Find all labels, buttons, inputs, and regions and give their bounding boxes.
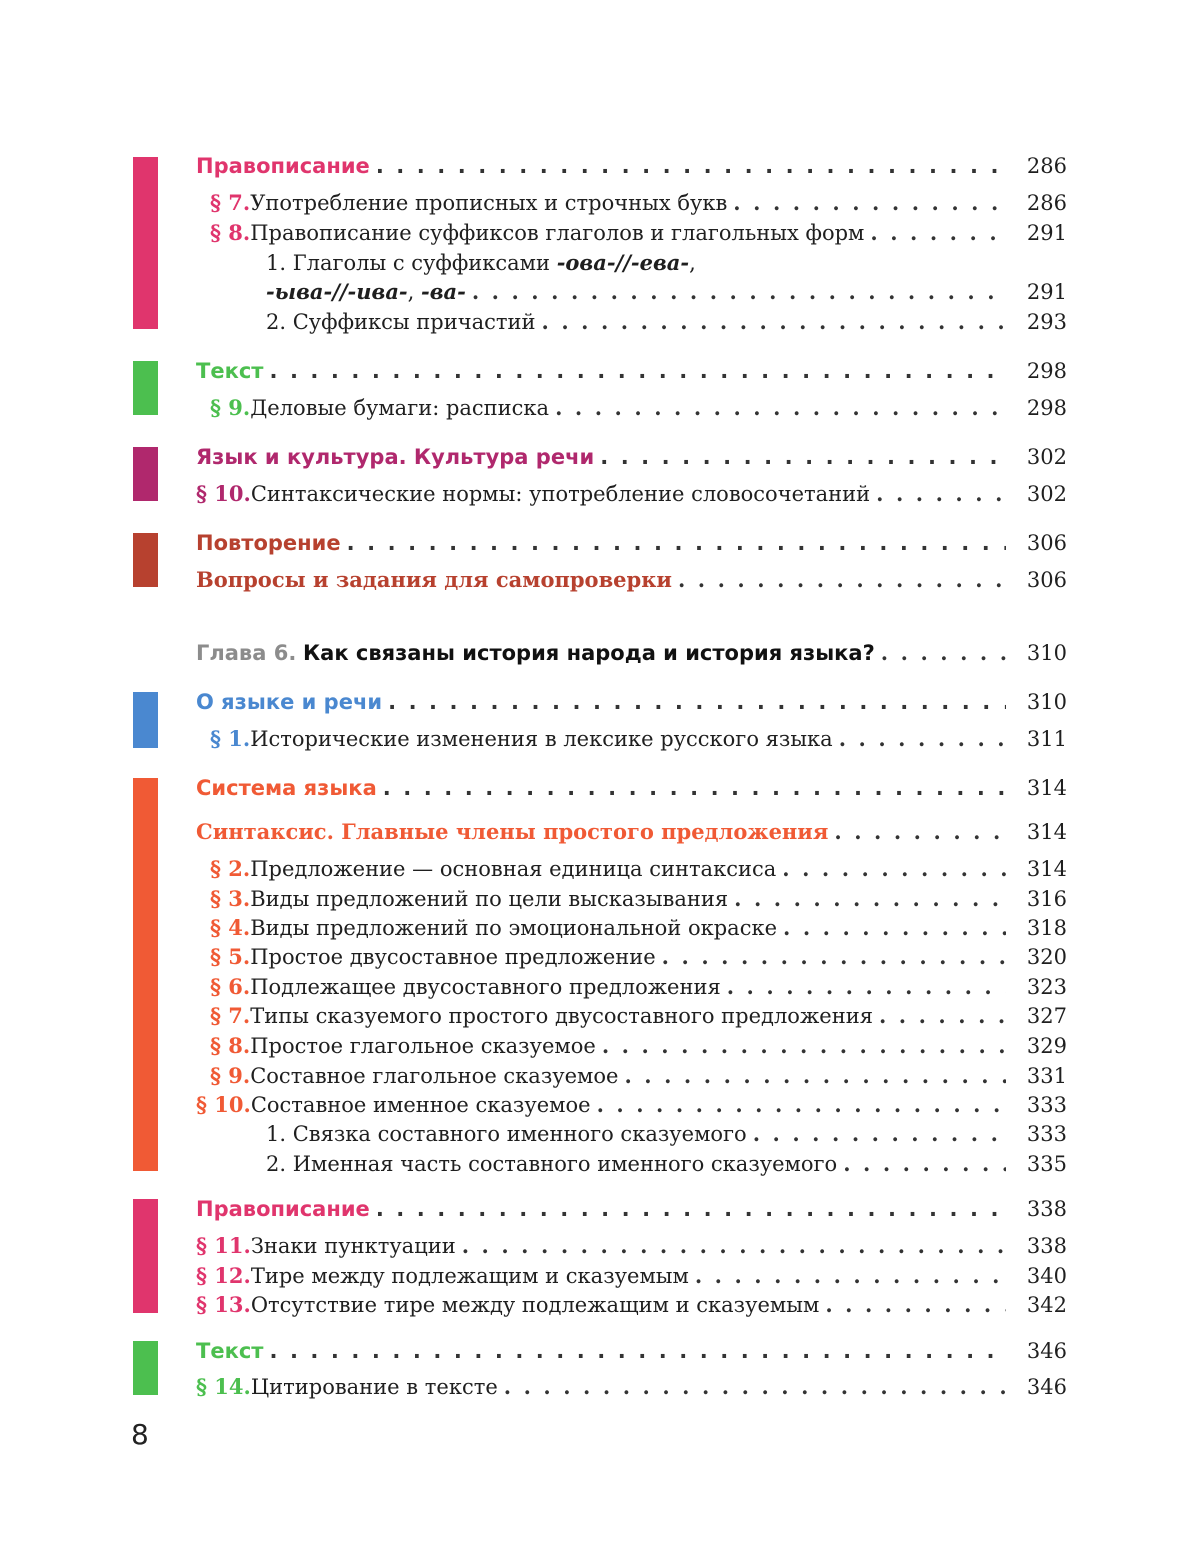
paragraph-number: § 8.	[210, 220, 251, 245]
page-ref: 298	[1026, 359, 1067, 383]
page-ref: 338	[1026, 1234, 1067, 1258]
leader-dots	[542, 306, 1007, 338]
section-bar-spelling-2	[133, 1199, 158, 1313]
item-title: Подлежащее двусоставного предложения	[250, 975, 721, 999]
subitem-title: 2. Суффиксы причастий	[266, 310, 536, 334]
page-ref: 329	[1026, 1034, 1067, 1058]
section-bar-system	[133, 778, 158, 1171]
page-ref: 302	[1026, 482, 1067, 506]
leader-dots	[662, 941, 1006, 973]
page-ref: 331	[1026, 1064, 1067, 1088]
toc-subsection-syntax[interactable]	[196, 816, 1067, 848]
toc-section-review[interactable]	[196, 527, 1067, 559]
leader-dots	[734, 883, 1006, 915]
page-ref: 335	[1026, 1152, 1067, 1176]
paragraph-number: § 9.	[210, 395, 251, 420]
section-title: О языке и речи	[196, 690, 383, 714]
leader-dots	[269, 1335, 1006, 1367]
page-ref: 342	[1026, 1293, 1067, 1317]
toc-section-spelling-2[interactable]	[196, 1193, 1067, 1225]
page-ref: 327	[1026, 1004, 1067, 1028]
toc-item-5[interactable]	[196, 941, 1067, 973]
leader-dots	[876, 478, 1006, 510]
leader-dots	[753, 1118, 1006, 1150]
item-title: Виды предложений по эмоциональной окраске	[250, 916, 778, 940]
subitem-title: 1. Связка составного именного сказуемого	[266, 1122, 747, 1146]
chapter-title	[196, 637, 875, 669]
item-title: Предложение — основная единица синтаксиса	[250, 857, 777, 881]
leader-dots	[678, 564, 1006, 596]
item-title: Знаки пунктуации	[250, 1234, 456, 1258]
toc-subitem-8-1-line1[interactable]	[266, 247, 1067, 279]
paragraph-number: § 5.	[210, 944, 251, 969]
page-ref: 286	[1026, 154, 1067, 178]
subitem-title	[266, 276, 466, 308]
toc-chapter-6[interactable]	[196, 637, 1067, 669]
section-bar-spelling	[133, 157, 158, 329]
toc-item-8b[interactable]	[196, 1030, 1067, 1062]
paragraph-number: § 3.	[210, 886, 251, 911]
leader-dots	[472, 276, 1006, 308]
item-title: Тире между подлежащим и сказуемым	[250, 1264, 689, 1288]
toc-item-10b[interactable]	[196, 1089, 1067, 1121]
item-title: Составное именное сказуемое	[250, 1093, 591, 1117]
section-title: Текст	[196, 1339, 264, 1363]
page-ref: 314	[1026, 820, 1067, 844]
page-ref: 320	[1026, 945, 1067, 969]
page-ref: 346	[1026, 1339, 1067, 1363]
section-bar-text-2	[133, 1341, 158, 1395]
page-ref: 291	[1026, 280, 1067, 304]
leader-dots	[695, 1260, 1006, 1292]
item-title: Употребление прописных и строчных букв	[250, 191, 728, 215]
page-ref: 293	[1026, 310, 1067, 334]
leader-dots	[376, 1193, 1006, 1225]
paragraph-number: § 11.	[196, 1233, 251, 1258]
page-ref: 323	[1026, 975, 1067, 999]
leader-dots	[825, 1289, 1006, 1321]
toc-item-1[interactable]	[196, 723, 1067, 755]
paragraph-number: § 14.	[196, 1374, 251, 1399]
page-ref: 338	[1026, 1197, 1067, 1221]
page-ref: 310	[1026, 641, 1067, 665]
paragraph-number: § 12.	[196, 1263, 251, 1288]
section-title: Язык и культура. Культура речи	[196, 445, 595, 469]
paragraph-number: § 7.	[210, 1003, 251, 1028]
section-title: Текст	[196, 359, 264, 383]
item-title: Правописание суффиксов глаголов и глагольных форм	[250, 221, 865, 245]
page-ref: 291	[1026, 221, 1067, 245]
toc-item-7b[interactable]	[196, 1000, 1067, 1032]
suffix-example: -ва-	[421, 279, 466, 304]
paragraph-number: § 1.	[210, 726, 251, 751]
page-ref: 333	[1026, 1093, 1067, 1117]
toc-item-9b[interactable]	[196, 1060, 1067, 1092]
page-ref: 333	[1026, 1122, 1067, 1146]
paragraph-number: § 2.	[210, 856, 251, 881]
chapter-prefix: Глава 6.	[196, 641, 297, 665]
leader-dots	[555, 392, 1006, 424]
toc-item-7[interactable]	[196, 187, 1067, 219]
toc-subitem-8-2[interactable]	[266, 306, 1067, 338]
item-title: Составное глагольное сказуемое	[250, 1064, 619, 1088]
leader-dots	[602, 1030, 1006, 1062]
section-title: Правописание	[196, 1197, 370, 1221]
page-ref: 346	[1026, 1375, 1067, 1399]
item-title: Отсутствие тире между подлежащим и сказуемым	[250, 1293, 820, 1317]
toc-item-6[interactable]	[196, 971, 1067, 1003]
subitem-lead: 1. Глаголы с суффиксами	[266, 251, 557, 275]
page-ref: 310	[1026, 690, 1067, 714]
toc-item-12[interactable]	[196, 1260, 1067, 1292]
toc-item-8[interactable]	[196, 217, 1067, 249]
subsection-title: Синтаксис. Главные члены простого предложения	[196, 819, 829, 844]
item-title: Цитирование в тексте	[250, 1375, 498, 1399]
toc-item-14[interactable]	[196, 1371, 1067, 1403]
section-bar-text	[133, 361, 158, 415]
toc-section-text-2[interactable]	[196, 1335, 1067, 1367]
paragraph-number: § 10.	[196, 1092, 251, 1117]
paragraph-number: § 7.	[210, 190, 251, 215]
toc-section-spelling[interactable]	[196, 150, 1067, 182]
leader-dots	[839, 723, 1006, 755]
toc-subitem-8-1-line2[interactable]	[266, 276, 1067, 308]
paragraph-number: § 9.	[210, 1063, 251, 1088]
item-title: Простое двусоставное предложение	[250, 945, 656, 969]
suffix-example: -ыва-//-ива-	[266, 279, 408, 304]
leader-dots	[269, 355, 1006, 387]
page-ref: 302	[1026, 445, 1067, 469]
toc-subitem-10-1[interactable]	[266, 1118, 1067, 1150]
leader-dots	[462, 1230, 1006, 1262]
item-title: Типы сказуемого простого двусоставного предложения	[250, 1004, 873, 1028]
leader-dots	[879, 1000, 1006, 1032]
page-ref: 286	[1026, 191, 1067, 215]
toc-item-9[interactable]	[196, 392, 1067, 424]
leader-dots	[376, 150, 1006, 182]
toc-item-11[interactable]	[196, 1230, 1067, 1262]
page-ref: 318	[1026, 916, 1067, 940]
section-bar-culture	[133, 447, 158, 501]
page-ref: 306	[1026, 531, 1067, 555]
page-ref: 311	[1026, 727, 1067, 751]
leader-dots	[733, 187, 1006, 219]
leader-dots	[870, 217, 1006, 249]
paragraph-number: § 13.	[196, 1292, 251, 1317]
page-number: 8	[131, 1418, 149, 1451]
toc-item-4[interactable]	[196, 912, 1067, 944]
section-title: Система языка	[196, 776, 377, 800]
item-title: Виды предложений по цели высказывания	[250, 887, 729, 911]
toc-item-2[interactable]	[196, 853, 1067, 885]
section-bar-review	[133, 533, 158, 587]
subitem-title	[266, 247, 696, 279]
leader-dots	[782, 853, 1006, 885]
chapter-name: Как связаны история народа и история языка?	[302, 641, 875, 665]
section-title: Правописание	[196, 154, 370, 178]
leader-dots	[783, 912, 1006, 944]
leader-dots	[834, 816, 1006, 848]
leader-dots	[843, 1148, 1006, 1180]
toc-subitem-10-2[interactable]	[266, 1148, 1067, 1180]
subitem-separator: ,	[407, 280, 421, 304]
item-title: Синтаксические нормы: употребление словосочетаний	[250, 482, 871, 506]
page-ref: 306	[1026, 568, 1067, 592]
leader-dots	[727, 971, 1006, 1003]
toc-item-13[interactable]	[196, 1289, 1067, 1321]
suffix-example: -ова-//-ева-	[556, 250, 690, 275]
toc-section-culture[interactable]	[196, 441, 1067, 473]
toc-item-3[interactable]	[196, 883, 1067, 915]
leader-dots	[600, 441, 1006, 473]
paragraph-number: § 10.	[196, 481, 251, 506]
toc-section-text[interactable]	[196, 355, 1067, 387]
leader-dots	[388, 686, 1006, 718]
leader-dots	[347, 527, 1006, 559]
page-ref: 340	[1026, 1264, 1067, 1288]
toc-section-about-language[interactable]	[196, 686, 1067, 718]
item-title: Простое глагольное сказуемое	[250, 1034, 596, 1058]
toc-item-self-check[interactable]	[196, 564, 1067, 596]
item-title: Исторические изменения в лексике русского языка	[250, 727, 833, 751]
item-title: Вопросы и задания для самопроверки	[196, 567, 672, 592]
paragraph-number: § 8.	[210, 1033, 251, 1058]
leader-dots	[881, 637, 1006, 669]
leader-dots	[624, 1060, 1006, 1092]
toc-section-language-system[interactable]	[196, 772, 1067, 804]
subitem-title: 2. Именная часть составного именного сказуемого	[266, 1152, 838, 1176]
paragraph-number: § 4.	[210, 915, 251, 940]
leader-dots	[504, 1371, 1006, 1403]
leader-dots	[383, 772, 1006, 804]
toc-item-10[interactable]	[196, 478, 1067, 510]
page-ref: 314	[1026, 776, 1067, 800]
page-ref: 316	[1026, 887, 1067, 911]
page-ref: 314	[1026, 857, 1067, 881]
page-ref: 298	[1026, 396, 1067, 420]
paragraph-number: § 6.	[210, 974, 251, 999]
subitem-tail: ,	[689, 251, 696, 275]
section-bar-language	[133, 692, 158, 748]
section-title: Повторение	[196, 531, 341, 555]
leader-dots	[597, 1089, 1006, 1121]
item-title: Деловые бумаги: расписка	[250, 396, 550, 420]
